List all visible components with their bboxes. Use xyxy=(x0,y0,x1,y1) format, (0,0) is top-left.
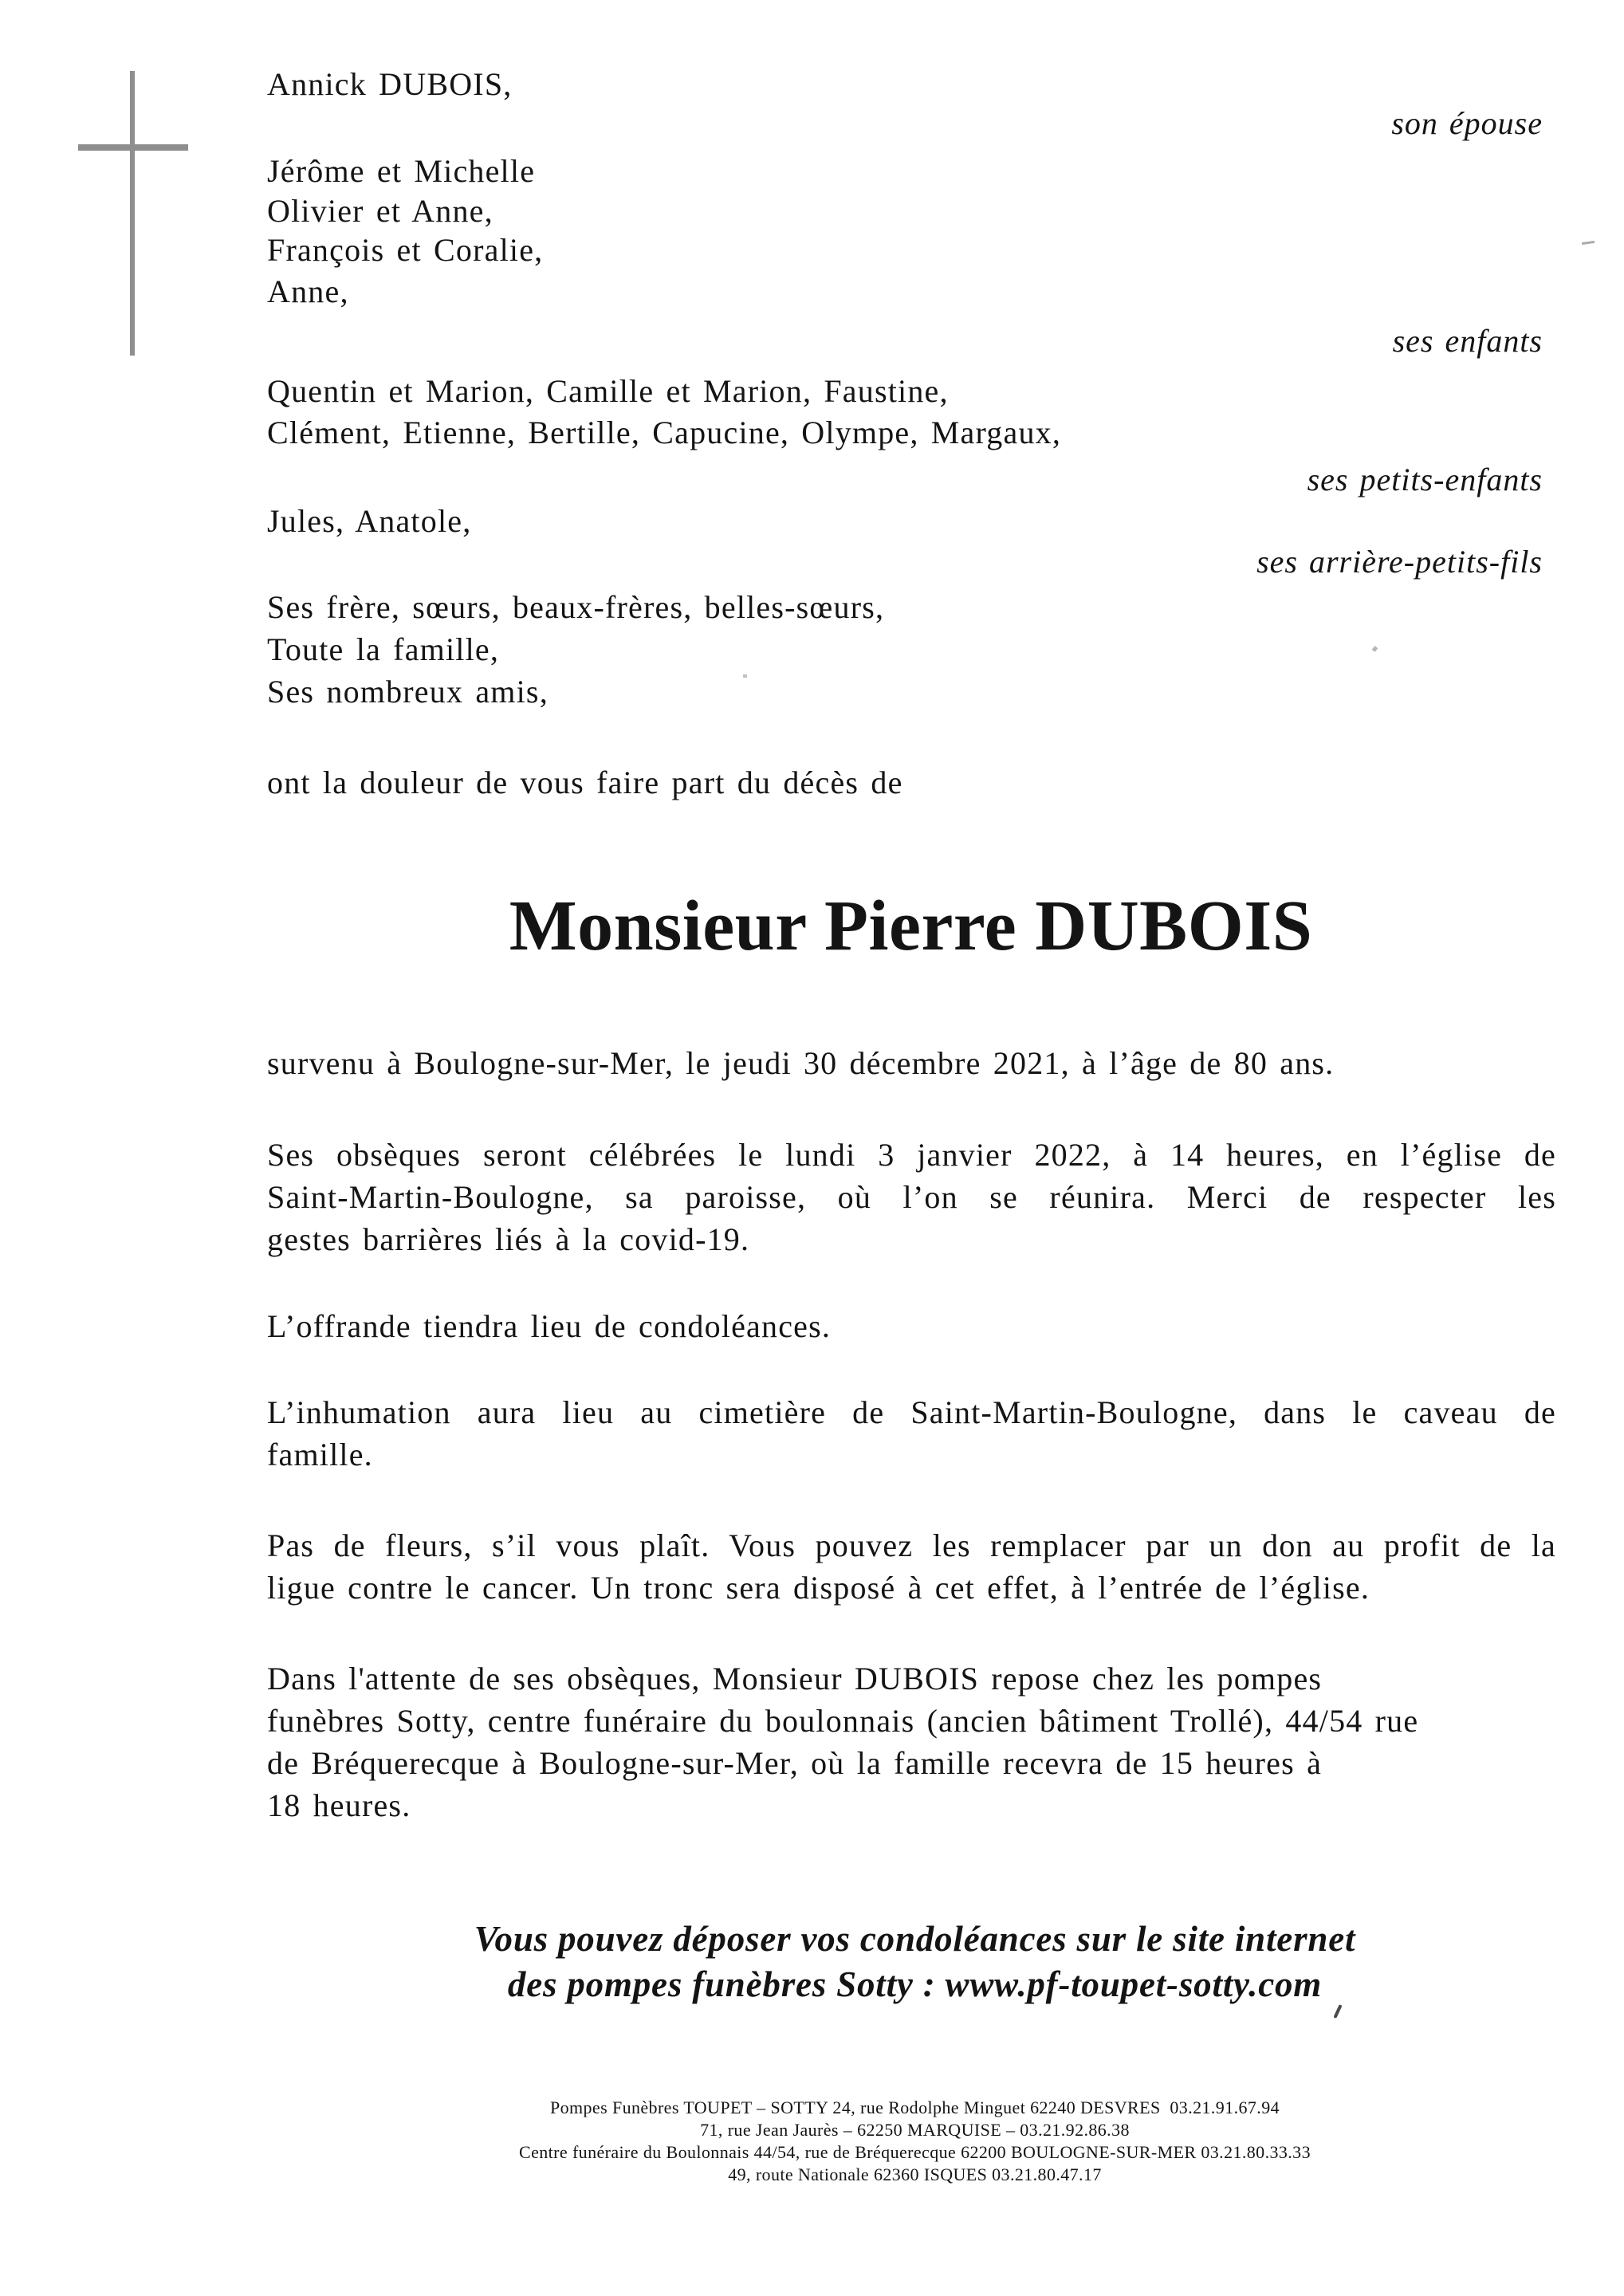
condolences-site-line: Vous pouvez déposer vos condoléances sur le site internet xyxy=(474,1919,1356,1959)
flowers-line: Pas de fleurs, s’il vous plaît. Vous pouvez les remplacer par un don au profit de la xyxy=(267,1527,1556,1563)
scan-speck xyxy=(1372,646,1378,652)
children-line: Jérôme et Michelle xyxy=(267,153,536,189)
condolences-site-line: des pompes funèbres Sotty : www.pf-toupet-sotty.com xyxy=(507,1964,1323,2004)
footer-line: 71, rue Jean Jaurès – 62250 MARQUISE – 03.21.92.86.38 xyxy=(700,2120,1130,2140)
children-line: Anne, xyxy=(267,273,349,309)
great-grandsons-line: Jules, Anatole, xyxy=(267,503,472,539)
burial-line: famille. xyxy=(267,1437,373,1472)
repose-line: Dans l'attente de ses obsèques, Monsieur DUBOIS repose chez les pompes xyxy=(267,1661,1323,1696)
grandchildren-label: ses petits-enfants xyxy=(1307,462,1543,497)
children-line: Olivier et Anne, xyxy=(267,193,493,229)
children-label: ses enfants xyxy=(1392,323,1543,359)
great-grandsons-label: ses arrière-petits-fils xyxy=(1256,544,1543,580)
funeral-line: Ses obsèques seront célébrées le lundi 3 janvier 2022, à 14 heures, en l’église de xyxy=(267,1137,1556,1173)
scan-speck xyxy=(1582,241,1595,245)
children-line: François et Coralie, xyxy=(267,232,544,268)
grandchildren-line: Quentin et Marion, Camille et Marion, Faustine, xyxy=(267,373,949,409)
announcement-intro: ont la douleur de vous faire part du décès de xyxy=(267,765,903,800)
spouse-label: son épouse xyxy=(1391,105,1543,141)
family-line: Toute la famille, xyxy=(267,631,500,667)
family-line: Ses nombreux amis, xyxy=(267,674,549,710)
footer-line: 49, route Nationale 62360 ISQUES 03.21.80.47.17 xyxy=(728,2164,1102,2184)
footer-line: Pompes Funèbres TOUPET – SOTTY 24, rue Rodolphe Minguet 62240 DESVRES 03.21.91.67.94 xyxy=(549,2097,1280,2117)
scan-speck xyxy=(1333,2004,1342,2019)
repose-line: 18 heures. xyxy=(267,1787,411,1823)
funeral-line: Saint-Martin-Boulogne, sa paroisse, où l’on se réunira. Merci de respecter les xyxy=(267,1179,1556,1215)
death-info-line: survenu à Boulogne-sur-Mer, le jeudi 30 décembre 2021, à l’âge de 80 ans. xyxy=(267,1045,1335,1081)
scan-speck xyxy=(743,674,747,678)
burial-line: L’inhumation aura lieu au cimetière de Saint-Martin-Boulogne, dans le caveau de xyxy=(267,1394,1556,1430)
grandchildren-line: Clément, Etienne, Bertille, Capucine, Olympe, Margaux, xyxy=(267,415,1062,450)
funeral-line: gestes barrières liés à la covid-19. xyxy=(267,1221,750,1257)
spouse-name-line: Annick DUBOIS, xyxy=(267,66,513,102)
footer-line: Centre funéraire du Boulonnais 44/54, rue de Bréquerecque 62200 BOULOGNE-SUR-MER 03.21.80.33.33 xyxy=(519,2142,1311,2162)
repose-line: de Bréquerecque à Boulogne-sur-Mer, où la famille recevra de 15 heures à xyxy=(267,1745,1323,1781)
offering-line: L’offrande tiendra lieu de condoléances. xyxy=(267,1308,832,1344)
repose-line: funèbres Sotty, centre funéraire du boulonnais (ancien bâtiment Trollé), 44/54 rue xyxy=(267,1703,1419,1739)
deceased-name-title: Monsieur Pierre DUBOIS xyxy=(509,887,1313,965)
family-line: Ses frère, sœurs, beaux-frères, belles-sœurs, xyxy=(267,589,885,625)
flowers-line: ligue contre le cancer. Un tronc sera disposé à cet effet, à l’entrée de l’église. xyxy=(267,1570,1370,1606)
